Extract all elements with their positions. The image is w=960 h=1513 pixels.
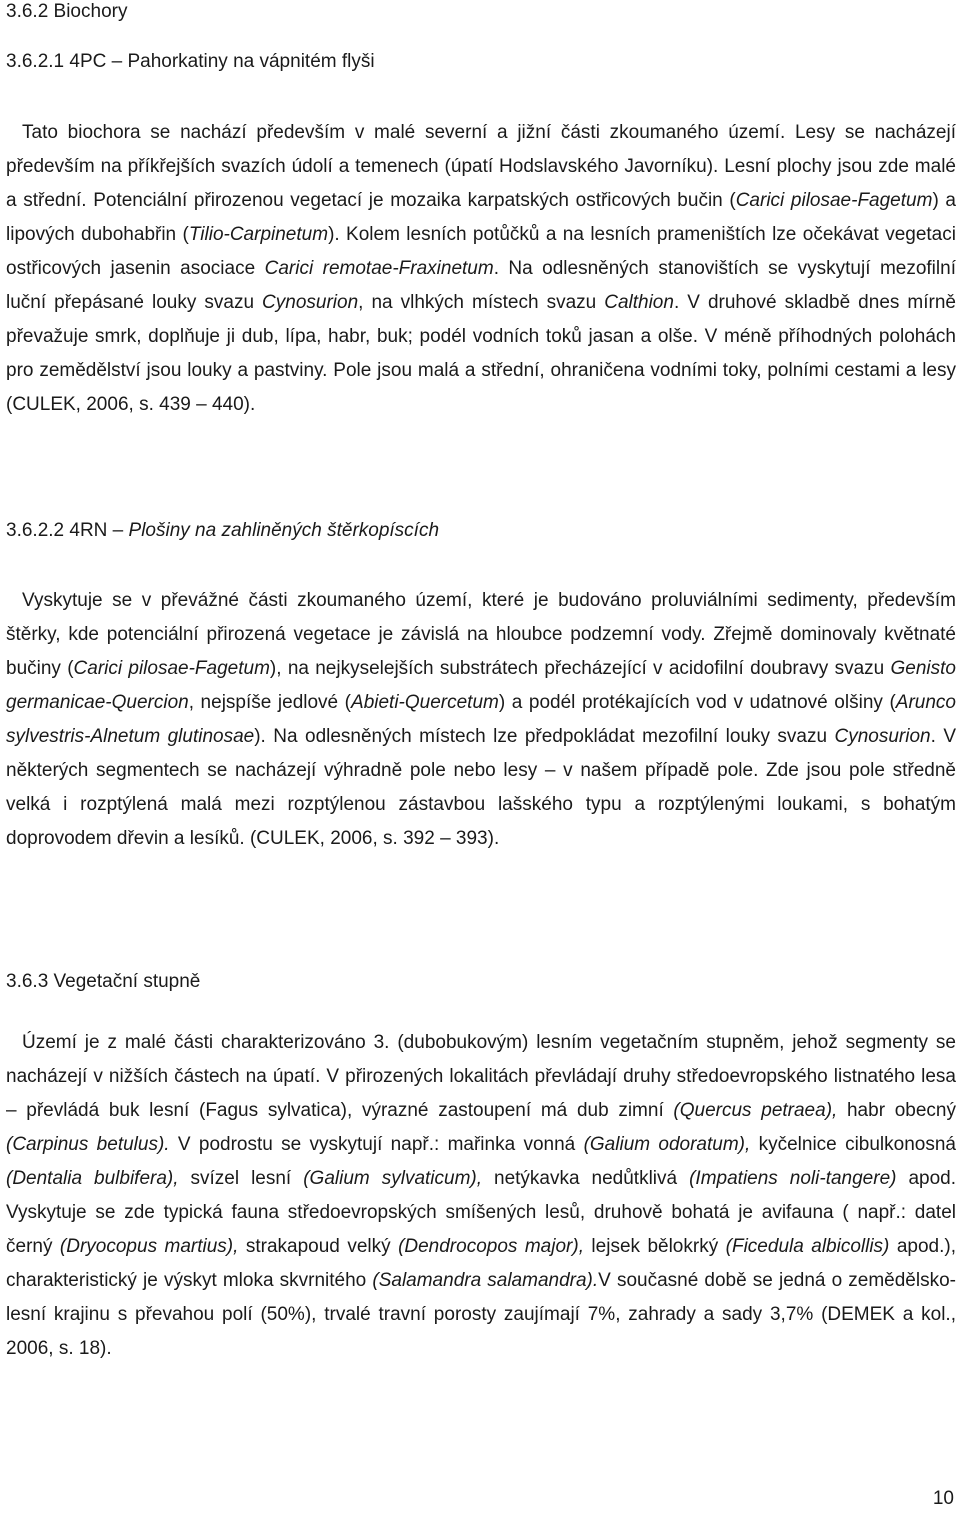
text-run: Území je z malé části charakterizováno 3. (dubobukovým) lesním vegetačním stupněm, jehož segmenty se nacházejí v nižších částech na úpatí. V přirozených lokalitách převládají druhy středoevropského listnatého lesa – převládá buk lesní (Fagus sylvatica), výrazné zastoupení má dub zimní: [6, 1032, 956, 1121]
text-run: kyčelnice cibulkonosná: [750, 1134, 956, 1155]
text-run: ). Na odlesněných místech lze předpokládat mezofilní louky svazu: [254, 726, 835, 747]
italic-text-run: (Dendrocopos major),: [398, 1236, 584, 1257]
italic-text-run: Cynosurion: [262, 292, 359, 313]
italic-text-run: Tilio-Carpinetum: [188, 224, 329, 245]
text-run: svízel lesní: [178, 1168, 304, 1189]
italic-text-run: Genisto germanicae-Quercion: [6, 658, 956, 713]
text-run: lejsek bělokrký: [583, 1236, 726, 1257]
italic-text-run: Carici pilosae-Fagetum: [735, 190, 933, 211]
text-run: netýkavka nedůtklivá: [482, 1168, 690, 1189]
text-run: . V některých segmentech se nacházejí výhradně pole nebo lesy – v našem případě pole. Zde jsou pole středně velká i rozptýlená malá mezi rozptýlenou zástavbou lašského typu a rozptýlenými loukami, s bohatým doprovodem dřevin a lesíků. (CULEK, 2006, s. 392 – 393).: [6, 726, 957, 849]
text-run: , nejspíše jedlové (: [188, 692, 352, 713]
text-run: V podrostu se vyskytují např.: mařinka vonná: [169, 1134, 584, 1155]
text-run: Vyskytuje se v převážné části zkoumaného území, které je budováno proluviálními sedimenty, především štěrky, kde potenciální přirozená vegetace je závislá na hloubce podzemní vody. Zřejmě dominovaly květnaté bučiny (: [6, 590, 956, 679]
text-run: apod. Vyskytuje se zde typická fauna středoevropských smíšených lesů, druhově bohatá je avifauna ( např.: datel černý: [6, 1168, 957, 1257]
italic-text-run: (Ficedula albicollis): [725, 1236, 890, 1257]
italic-text-run: Calthion: [604, 292, 674, 313]
text-run: , na vlhkých místech svazu: [358, 292, 605, 313]
text-run: habr obecný: [837, 1100, 956, 1121]
italic-text-run: (Dentalia bulbifera),: [6, 1168, 179, 1189]
text-run: ), na nejkyselejších substrátech přecházející v acidofilní doubravy svazu: [269, 658, 891, 679]
italic-text-run: Carici remotae-Fraxinetum: [264, 258, 494, 279]
section-heading-3-6-2-2: [6, 519, 439, 543]
text-run: ) a lipových dubohabřin (: [6, 190, 956, 245]
paragraph-vegetacni-stupne: [6, 1026, 956, 1366]
italic-text-run: Abieti-Quercetum: [351, 692, 499, 713]
italic-text-run: Cynosurion: [834, 726, 931, 747]
heading-number: 3.6.2.2 4RN –: [6, 520, 129, 541]
italic-text-run: (Carpinus betulus).: [6, 1134, 170, 1155]
italic-text-run: (Galium odoratum),: [583, 1134, 751, 1155]
section-heading-3-6-2-1: 3.6.2.1 4PC – Pahorkatiny na vápnitém flyši: [6, 51, 375, 72]
italic-text-run: Carici pilosae-Fagetum: [73, 658, 270, 679]
italic-text-run: Arunco sylvestris-Alnetum glutinosae: [6, 692, 956, 747]
heading-title: Plošiny na zahliněných štěrkopíscích: [128, 520, 440, 541]
text-run: ) a podél protékajících vod v udatnové olšiny (: [498, 692, 896, 713]
italic-text-run: (Dryocopus martius),: [59, 1236, 239, 1257]
italic-text-run: (Impatiens noli-tangere): [689, 1168, 897, 1189]
text-run: Tato biochora se nachází především v malé severní a jižní části zkoumaného území. Lesy se nacházejí především na příkřejších svazích údolí a temenech (úpatí Hodslavského Javorníku). Lesní plochy jsou zde malé a střední. Potenciální přirozenou vegetací je mozaika karpatských ostřicových bučin (: [6, 122, 956, 211]
section-heading-3-6-2: 3.6.2 Biochory: [6, 1, 128, 22]
italic-text-run: (Galium sylvaticum),: [303, 1168, 483, 1189]
text-run: . Na odlesněných stanovištích se vyskytují mezofilní luční přepásané louky svazu: [6, 258, 956, 313]
page-number: 10: [932, 1488, 954, 1509]
italic-text-run: (Quercus petraea),: [673, 1100, 838, 1121]
text-run: strakapoud velký: [238, 1236, 399, 1257]
text-run: V současné době se jedná o zemědělsko-lesní krajinu s převahou polí (50%), trvalé travní porosty zaujímají 7%, zahrady a sady 3,7% (DEMEK a kol., 2006, s. 18).: [6, 1270, 956, 1359]
text-run: . V druhové skladbě dnes mírně převažuje smrk, doplňuje ji dub, lípa, habr, buk; podél vodních toků jasan a olše. V méně příhodných polohách pro zemědělství jsou louky a pastviny. Pole jsou malá a střední, ohraničena vodními toky, polními cestami a lesy (CULEK, 2006, s. 439 – 440).: [6, 292, 956, 415]
italic-text-run: (Salamandra salamandra).: [372, 1270, 599, 1291]
paragraph-biochora-4rn: [6, 584, 956, 856]
section-heading-3-6-3: 3.6.3 Vegetační stupně: [6, 971, 201, 992]
text-run: apod.), charakteristický je výskyt mloka skvrnitého: [6, 1236, 956, 1291]
paragraph-biochora-4pc: [6, 116, 956, 422]
text-run: ). Kolem lesních potůčků a na lesních prameništích lze očekávat vegetaci ostřicových jasenin asociace: [6, 224, 956, 279]
